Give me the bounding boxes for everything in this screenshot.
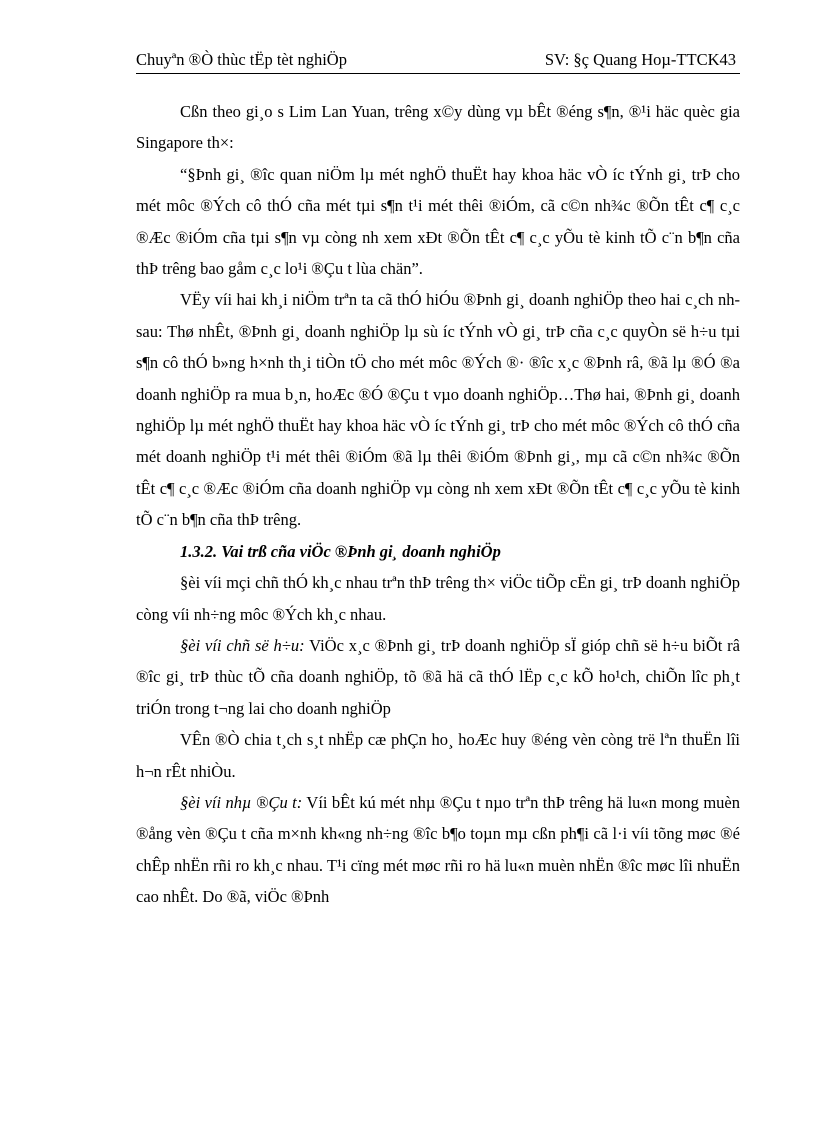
header-author: SV: §ç Quang Hoµ-TTCK43 [544,50,736,69]
header-divider [136,73,740,74]
page-header [136,50,736,74]
paragraph-7-label: §èi víi nhµ ®Çu t: [180,792,303,812]
paragraph-5-label: §èi víi chñ së h÷u: [180,635,305,655]
section-heading: 1.3.2. Vai trß cña viÖc ®Þnh gi¸ doanh nghiÖp [180,541,501,561]
paragraph-7-text: Víi bÊt kú mét nhµ ®Çu t nµo trªn thÞ trêng hä lu«n mong muèn ®ång vèn ®Çu t cña m×nh kh«ng nh÷ng ®îc b¶o toµn mµ cßn ph¶i cã l·i víi tõng møc ®é chÊp nhËn rñi ro kh¸c nhau. T¹i cïng mét møc rñi ro hä lu«n muèn nhËn ®îc møc lîi nhuËn cao nhÊt. Do ®ã, viÖc ®Þnh [136,792,741,907]
paragraph-2: “§Þnh gi¸ ®îc quan niÖm lµ mét nghÖ thuËt hay khoa häc vÒ íc tÝnh gi¸ trÞ cho mét môc ®Ých cô thÓ cña mét tµi s¶n t¹i mét thêi ®iÓm, cã c©n nh¾c ®Õn tÊt c¶ c¸c ®Æc ®iÓm cña tµi s¶n vµ còng nh xem xÐt ®Õn tÊt c¶ c¸c yÕu tè kinh tÕ c¨n b¶n cña thÞ trêng bao gåm c¸c lo¹i ®Çu t lùa chän”. [136,164,740,279]
paragraph-5-text: ViÖc x¸c ®Þnh gi¸ trÞ doanh nghiÖp sÏ gióp chñ së h÷u biÕt râ ®îc gi¸ trÞ thùc tÕ cña doanh nghiÖp, tõ ®ã hä cã thÓ lËp c¸c kÕ ho¹ch, chiÕn lîc ph¸t triÓn trong t¬ng lai cho doanh nghiÖp [136,635,740,718]
paragraph-1: Cßn theo gi¸o s Lim Lan Yuan, trêng x©y dùng vµ bÊt ®éng s¶n, ®¹i häc quèc gia Singapore th×: [136,102,740,153]
paragraph-4: §èi víi mçi chñ thÓ kh¸c nhau trªn thÞ trêng th× viÖc tiÕp cËn gi¸ trÞ doanh nghiÖp còng víi nh÷ng môc ®Ých kh¸c nhau. [136,573,740,624]
document-body [136,96,740,913]
paragraph-5 [136,630,740,724]
header-title: Chuyªn ®Ò thùc tËp tèt nghiÖp [136,50,347,69]
paragraph-7 [136,787,740,913]
paragraph-3: VËy víi hai kh¸i niÖm trªn ta cã thÓ hiÓu ®Þnh gi¸ doanh nghiÖp theo hai c¸ch nh sau: Thø nhÊt, ®Þnh gi¸ doanh nghiÖp lµ sù íc tÝnh vÒ gi¸ trÞ cña c¸c quyÒn së h÷u tµi s¶n cô thÓ b»ng h×nh th¸i tiÒn tÖ cho mét môc ®Ých ®· ®îc x¸c ®Þnh râ, ®ã lµ ®Ó ®a doanh nghiÖp ra mua b¸n, hoÆc ®Ó ®Çu t vµo doanh nghiÖp…Thø hai, ®Þnh gi¸ doanh nghiÖp lµ mét nghÖ thuËt hay khoa häc vÒ íc tÝnh gi¸ trÞ cho mét môc ®Ých cô thÓ cña mét doanh nghiÖp t¹i mét thêi ®iÓm ®ã lµ thêi ®iÓm ®Þnh gi¸, mµ cã c©n nh¾c ®Õn tÊt c¶ c¸c ®Æc ®iÓm cña doanh nghiÖp vµ còng nh xem xÐt ®Õn tÊt c¶ c¸c yÕu tè kinh tÕ c¨n b¶n cña thÞ trêng. [136,290,740,530]
paragraph-6: VÊn ®Ò chia t¸ch s¸t nhËp cæ phÇn ho¸ hoÆc huy ®éng vèn còng trë lªn thuËn lîi h¬n rÊt nhiÒu. [136,730,740,781]
